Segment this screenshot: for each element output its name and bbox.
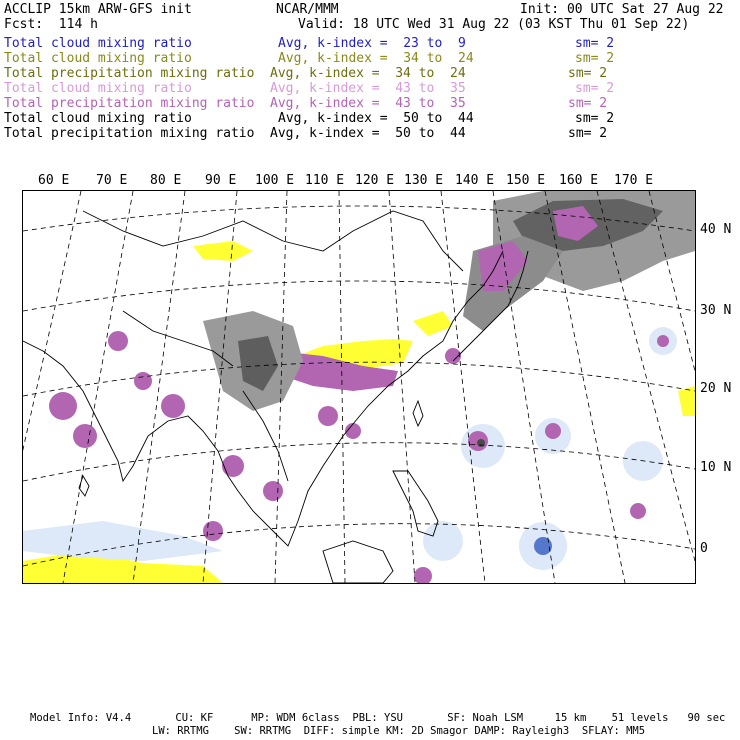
model-info-line1: Model Info: V4.4 CU: KF MP: WDM 6class PBL: YSU SF: Noah LSM 15 km 51 levels 90 sec: [30, 712, 726, 724]
precip-cell: [73, 424, 97, 448]
lon-label: 160 E: [559, 173, 599, 188]
cloud-yellow: [678, 386, 695, 416]
legend-label: Total precipitation mixing ratio: [4, 66, 255, 81]
precip-cell: [263, 481, 283, 501]
model-info-line2: LW: RRTMG SW: RRTMG DIFF: simple KM: 2D Smagor DAMP: Rayleigh3 SFLAY: MM5: [152, 725, 646, 737]
legend-sm: sm= 2: [575, 81, 615, 96]
longitude-line: [389, 191, 415, 583]
lon-label: 130 E: [404, 173, 444, 188]
map-panel: [22, 190, 696, 584]
precip-cell: [161, 394, 185, 418]
convection-cell: [630, 503, 646, 519]
legend-label: Total precipitation mixing ratio: [4, 96, 255, 111]
lat-label: 30 N: [700, 303, 732, 318]
map-canvas: [23, 191, 695, 583]
center-label: NCAR/MMM: [276, 2, 339, 17]
precip-cell: [108, 331, 128, 351]
lon-label: 140 E: [455, 173, 495, 188]
coastline-borneo: [323, 541, 393, 583]
legend-avg: Avg, k-index = 50 to 44: [270, 126, 466, 141]
legend-avg: Avg, k-index = 43 to 35: [270, 81, 466, 96]
longitude-line: [23, 191, 81, 583]
lon-label: 90 E: [205, 173, 237, 188]
legend-sm: sm= 2: [568, 126, 608, 141]
legend-sm: sm= 2: [568, 66, 608, 81]
convection-cell: [534, 537, 552, 555]
lon-label: 60 E: [38, 173, 70, 188]
valid-time: Valid: 18 UTC Wed 31 Aug 22 (03 KST Thu 01 Sep 22): [298, 17, 690, 32]
legend-label: Total cloud mixing ratio: [4, 36, 192, 51]
precip-cell: [222, 455, 244, 477]
coastline-taiwan: [413, 401, 423, 426]
convection-lightblue: [423, 521, 463, 561]
legend-label: Total cloud mixing ratio: [4, 51, 192, 66]
lon-label: 100 E: [255, 173, 295, 188]
legend-label: Total cloud mixing ratio: [4, 81, 192, 96]
precip-cell: [414, 567, 432, 583]
lat-label: 40 N: [700, 222, 732, 237]
init-time: Init: 00 UTC Sat 27 Aug 22: [520, 2, 724, 17]
lon-label: 120 E: [355, 173, 395, 188]
precip-cell: [134, 372, 152, 390]
legend-label: Total precipitation mixing ratio: [4, 126, 255, 141]
precip-cell: [49, 392, 77, 420]
convection-core: [477, 439, 485, 447]
border-china: [83, 211, 463, 271]
lat-label: 0: [700, 541, 708, 556]
lon-label: 170 E: [614, 173, 654, 188]
legend-label: Total cloud mixing ratio: [4, 111, 192, 126]
model-title: ACCLIP 15km ARW-GFS init: [4, 2, 192, 17]
legend-avg: Avg, k-index = 43 to 35: [270, 96, 466, 111]
legend-avg: Avg, k-index = 23 to 9: [278, 36, 466, 51]
forecast-hour: Fcst: 114 h: [4, 17, 98, 32]
convection-cell: [545, 423, 561, 439]
convection-lightblue: [23, 521, 223, 561]
legend-avg: Avg, k-index = 50 to 44: [278, 111, 474, 126]
legend-sm: sm= 2: [568, 96, 608, 111]
legend-avg: Avg, k-index = 34 to 24: [270, 66, 466, 81]
convection-cell: [657, 335, 669, 347]
precip-cell: [318, 406, 338, 426]
legend-sm: sm= 2: [575, 36, 615, 51]
lon-label: 150 E: [506, 173, 546, 188]
latitude-line: [23, 443, 695, 481]
lon-label: 110 E: [305, 173, 345, 188]
legend-avg: Avg, k-index = 34 to 24: [278, 51, 474, 66]
legend-sm: sm= 2: [575, 51, 615, 66]
lat-label: 20 N: [700, 381, 732, 396]
legend-sm: sm= 2: [575, 111, 615, 126]
precip-cell: [203, 521, 223, 541]
lat-label: 10 N: [700, 460, 732, 475]
lon-label: 80 E: [150, 173, 182, 188]
field-shading: [23, 191, 695, 583]
cloud-yellow: [193, 241, 253, 261]
lon-label: 70 E: [96, 173, 128, 188]
